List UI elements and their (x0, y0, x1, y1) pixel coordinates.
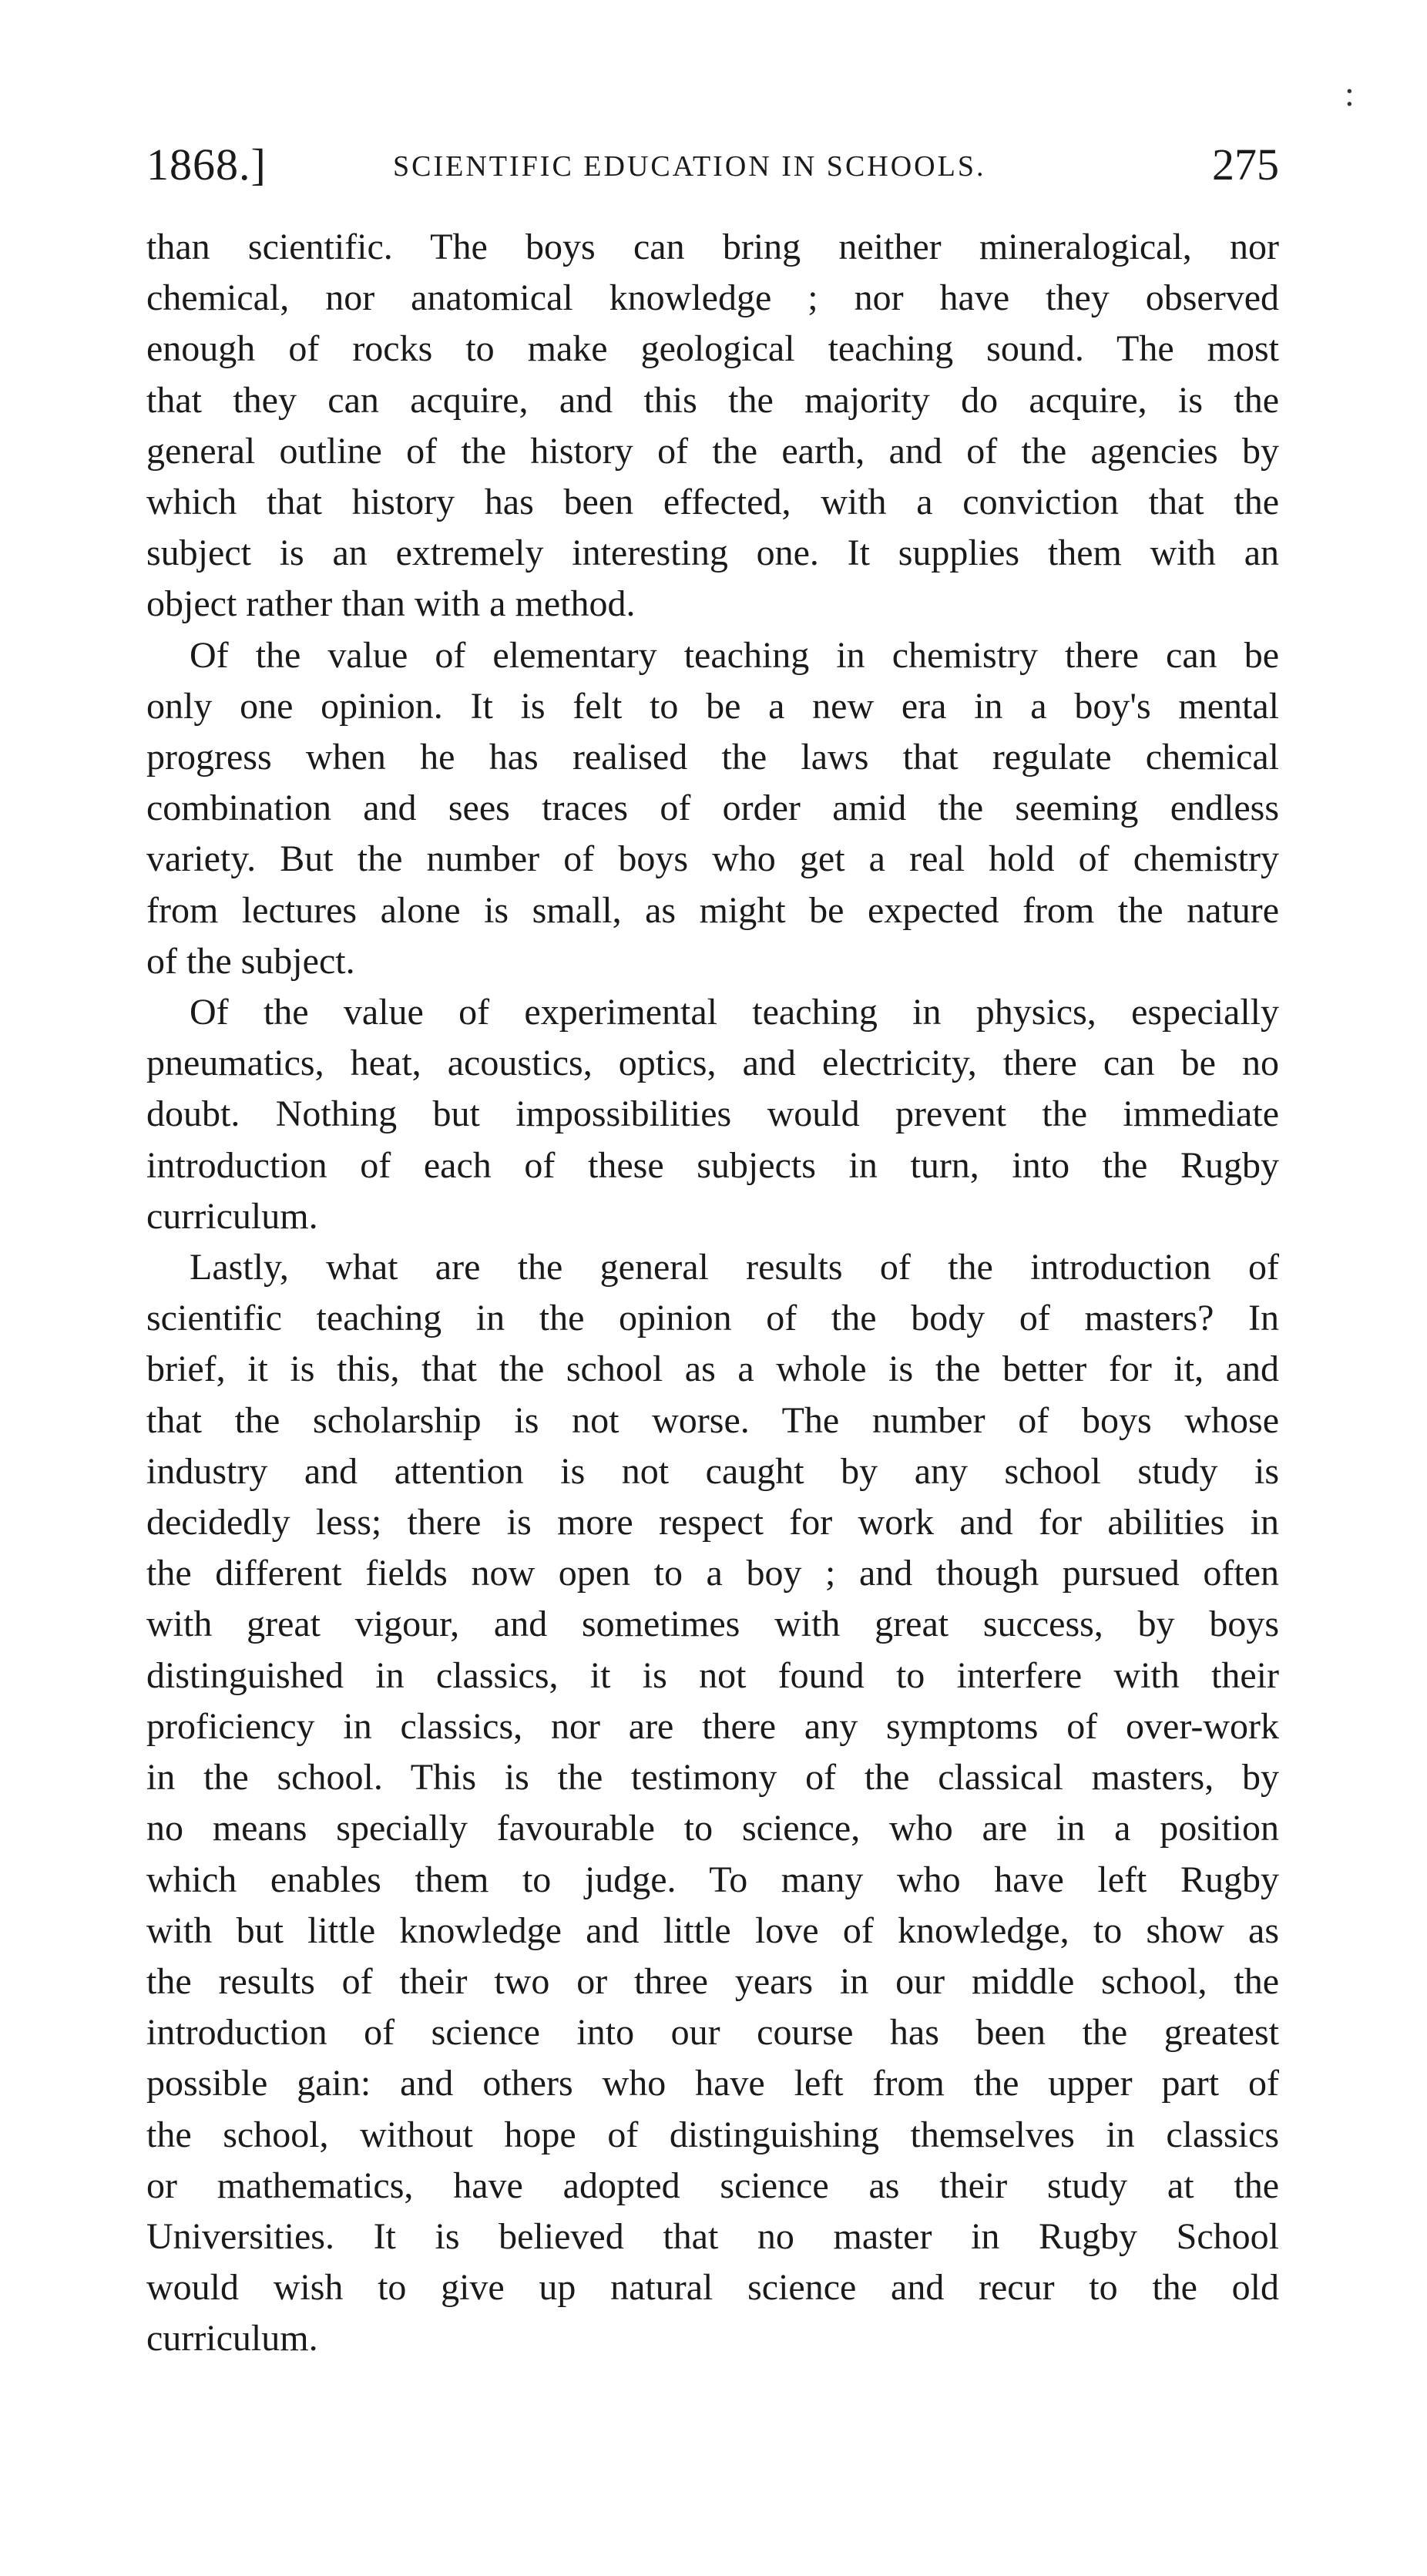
text-line: possible gain: and others who have left from the upper part of (146, 2063, 1279, 2104)
page-number: 275 (1212, 139, 1279, 190)
text-line: distinguished in classics, it is not found to interfere with their (146, 1654, 1279, 1696)
text-line: subject is an extremely interesting one. It supplies them with an (146, 532, 1279, 574)
text-line: Lastly, what are the general results of the introduction of (190, 1247, 1279, 1288)
text-line: which that history has been effected, with a conviction that the (146, 482, 1279, 523)
text-line: the results of their two or three years in our middle school, the (146, 1960, 1279, 2002)
header-title: SCIENTIFIC EDUCATION IN SCHOOLS. (393, 150, 986, 183)
text-line: the school, without hope of distinguishing themselves in classics (146, 2114, 1279, 2155)
text-line: curriculum. (146, 1195, 318, 1237)
paragraph-3 (146, 987, 1279, 1242)
running-head (146, 139, 1279, 208)
paragraph-4 (146, 1242, 1279, 2364)
text-line: chemical, nor anatomical knowledge ; nor have they observed (146, 277, 1279, 319)
text-line: doubt. Nothing but impossibilities would prevent the immediate (146, 1093, 1279, 1135)
paragraph-2 (146, 630, 1279, 987)
margin-mark: : (1345, 74, 1355, 113)
text-line: which enables them to judge. To many who have left Rugby (146, 1859, 1279, 1900)
text-line: scientific teaching in the opinion of the body of masters? In (146, 1298, 1279, 1339)
text-line: the different fields now open to a boy ; and though pursued often (146, 1553, 1279, 1594)
text-line: in the school. This is the testimony of the classical masters, by (146, 1757, 1279, 1798)
text-line: enough of rocks to make geological teaching sound. The most (146, 328, 1279, 370)
text-line: brief, it is this, that the school as a whole is the better for it, and (146, 1348, 1279, 1390)
text-line: with but little knowledge and little love of knowledge, to show as (146, 1909, 1279, 1951)
text-line: decidedly less; there is more respect for work and for abilities in (146, 1502, 1279, 1543)
text-line: that they can acquire, and this the majority do acquire, is the (146, 379, 1279, 421)
text-line: no means specially favourable to science, who are in a position (146, 1808, 1279, 1849)
text-line: Universities. It is believed that no master in Rugby School (146, 2215, 1279, 2257)
text-line: introduction of each of these subjects in turn, into the Rugby (146, 1144, 1279, 1186)
text-line: variety. But the number of boys who get a real hold of chemistry (146, 838, 1279, 880)
text-line: of the subject. (146, 940, 355, 982)
text-line: curriculum. (146, 2318, 318, 2359)
text-line: with great vigour, and sometimes with great success, by boys (146, 1604, 1279, 1645)
text-line: or mathematics, have adopted science as their study at the (146, 2165, 1279, 2206)
text-line: that the scholarship is not worse. The number of boys whose (146, 1399, 1279, 1441)
book-page (146, 139, 1279, 2365)
text-line: Of the value of elementary teaching in chemistry there can be (190, 634, 1279, 676)
body-text (146, 222, 1279, 2365)
text-line: proficiency in classics, nor are there any symptoms of over-work (146, 1705, 1279, 1747)
text-line: than scientific. The boys can bring neither mineralogical, nor (146, 227, 1279, 267)
text-line: from lectures alone is small, as might be expected from the nature (146, 889, 1279, 931)
text-line: progress when he has realised the laws that regulate chemical (146, 737, 1279, 778)
header-year: 1868.] (146, 139, 267, 190)
text-line: Of the value of experimental teaching in physics, especially (190, 992, 1279, 1033)
text-line: general outline of the history of the earth, and of the agencies by (146, 430, 1279, 472)
text-line: industry and attention is not caught by any school study is (146, 1450, 1279, 1492)
text-line: object rather than with a method. (146, 583, 636, 625)
text-line: combination and sees traces of order amid the seeming endless (146, 788, 1279, 829)
text-line: only one opinion. It is felt to be a new era in a boy's mental (146, 685, 1279, 727)
text-line: introduction of science into our course has been the greatest (146, 2012, 1279, 2054)
text-line: would wish to give up natural science and recur to the old (146, 2267, 1279, 2309)
paragraph-1 (146, 222, 1279, 630)
text-line: pneumatics, heat, acoustics, optics, and electricity, there can be no (146, 1043, 1279, 1084)
